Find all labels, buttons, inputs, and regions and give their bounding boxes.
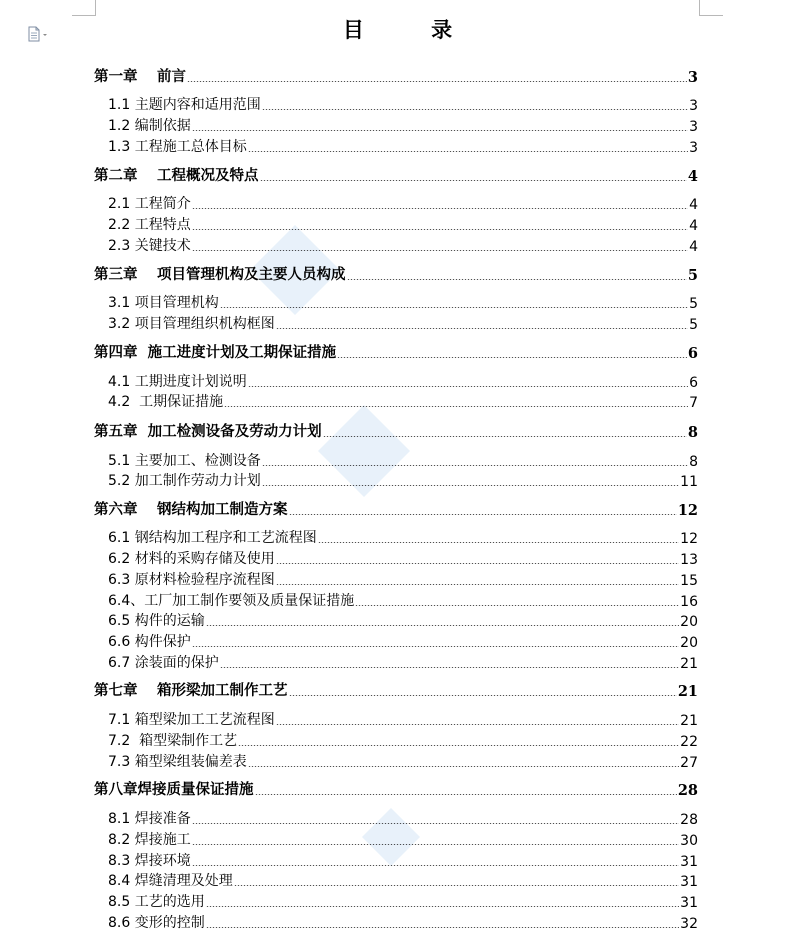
toc-section-entry[interactable]	[108, 850, 698, 870]
toc-section-entry[interactable]	[108, 652, 698, 672]
toc-section-entry[interactable]	[108, 870, 698, 890]
toc-dot-leader	[220, 667, 679, 668]
toc-dot-leader	[192, 646, 679, 647]
toc-page-number: 3	[689, 98, 698, 114]
toc-page-number: 21	[680, 713, 698, 729]
toc-dot-leader	[187, 81, 687, 82]
toc-dot-leader	[234, 885, 679, 886]
toc-section-entry[interactable]	[108, 730, 698, 750]
toc-page-number: 8	[689, 454, 698, 470]
toc-page-number: 4	[687, 168, 698, 185]
toc-section-entry[interactable]	[108, 590, 698, 610]
toc-dot-leader	[248, 151, 688, 152]
toc-page-number: 27	[680, 755, 698, 771]
toc-dot-leader	[289, 514, 677, 515]
toc-dot-leader	[262, 465, 688, 466]
toc-page-number: 3	[689, 140, 698, 156]
toc-dot-leader	[337, 357, 687, 358]
toc-page-number: 22	[680, 734, 698, 750]
toc-dot-leader	[192, 229, 688, 230]
toc-entry-label: 1.2 编制依据	[108, 118, 191, 134]
toc-entry-label: 6.2 材料的采购存储及使用	[108, 551, 275, 567]
toc-dot-leader	[260, 180, 687, 181]
toc-page-number: 21	[680, 656, 698, 672]
toc-chapter-entry[interactable]	[94, 264, 698, 284]
toc-dot-leader	[192, 865, 679, 866]
toc-page-number: 31	[680, 874, 698, 890]
toc-dot-leader	[262, 485, 679, 486]
toc-entry-label: 6.5 构件的运输	[108, 613, 205, 629]
toc-entry-label: 2.1 工程简介	[108, 196, 191, 212]
toc-page-number: 30	[680, 833, 698, 849]
toc-page-number: 12	[677, 502, 698, 519]
toc-entry-label: 4.1 工期进度计划说明	[108, 374, 247, 390]
toc-entry-label: 6.6 构件保护	[108, 634, 191, 650]
toc-page-number: 31	[680, 895, 698, 911]
toc-dot-leader	[248, 386, 688, 387]
toc-page-number: 31	[680, 854, 698, 870]
toc-dot-leader	[192, 130, 688, 131]
toc-entry-label: 第二章 工程概况及特点	[94, 167, 259, 184]
toc-dot-leader	[347, 279, 687, 280]
toc-dot-leader	[248, 766, 679, 767]
toc-page-number: 13	[680, 552, 698, 568]
toc-entry-label: 6.1 钢结构加工程序和工艺流程图	[108, 530, 317, 546]
toc-dot-leader	[192, 250, 688, 251]
toc-dot-leader	[289, 695, 677, 696]
toc-dot-leader	[220, 307, 688, 308]
toc-section-entry[interactable]	[108, 292, 698, 312]
toc-page-number: 5	[689, 317, 698, 333]
toc-section-entry[interactable]	[108, 548, 698, 568]
toc-page-number: 6	[687, 345, 698, 362]
toc-entry-label: 5.2 加工制作劳动力计划	[108, 473, 261, 489]
toc-entry-label: 8.6 变形的控制	[108, 915, 205, 931]
toc-dot-leader	[192, 844, 679, 845]
toc-chapter-entry[interactable]	[94, 421, 698, 441]
toc-entry-label: 7.3 箱型梁组装偏差表	[108, 754, 247, 770]
toc-entry-label: 6.3 原材料检验程序流程图	[108, 572, 275, 588]
toc-entry-label: 7.1 箱型梁加工工艺流程图	[108, 712, 275, 728]
toc-section-entry[interactable]	[108, 235, 698, 255]
toc-entry-label: 2.3 关键技术	[108, 238, 191, 254]
toc-section-entry[interactable]	[108, 631, 698, 651]
toc-dot-leader	[206, 927, 679, 928]
toc-page-number: 4	[689, 197, 698, 213]
toc-entry-label: 第六章 钢结构加工制造方案	[94, 501, 288, 518]
toc-chapter-entry[interactable]	[94, 499, 698, 519]
toc-dot-leader	[206, 625, 679, 626]
toc-page-number: 20	[680, 635, 698, 651]
toc-page-number: 4	[689, 218, 698, 234]
toc-dot-leader	[355, 605, 679, 606]
toc-page-number: 6	[689, 375, 698, 391]
toc-entry-label: 8.2 焊接施工	[108, 832, 191, 848]
toc-section-entry[interactable]	[108, 912, 698, 932]
toc-chapter-entry[interactable]	[94, 779, 698, 799]
toc-section-entry[interactable]	[108, 136, 698, 156]
toc-entry-label: 8.5 工艺的选用	[108, 894, 205, 910]
toc-chapter-entry[interactable]	[94, 66, 698, 86]
toc-section-entry[interactable]	[108, 193, 698, 213]
toc-entry-label: 6.4、工厂加工制作要领及质量保证措施	[108, 593, 355, 609]
toc-section-entry[interactable]	[108, 829, 698, 849]
toc-title: 目 录	[342, 17, 483, 42]
toc-dot-leader	[206, 906, 679, 907]
toc-entry-label: 4.2 工期保证措施	[108, 394, 224, 410]
toc-page-number: 32	[680, 916, 698, 932]
toc-entry-label: 5.1 主要加工、检测设备	[108, 453, 261, 469]
toc-entry-label: 3.1 项目管理机构	[108, 295, 219, 311]
toc-section-entry[interactable]	[108, 391, 698, 411]
toc-section-entry[interactable]	[108, 891, 698, 911]
toc-page-number: 5	[687, 267, 698, 284]
toc-entry-label: 第八章焊接质量保证措施	[94, 781, 254, 798]
toc-page-number: 16	[680, 594, 698, 610]
toc-section-entry[interactable]	[108, 450, 698, 470]
toc-section-entry[interactable]	[108, 214, 698, 234]
toc-dot-leader	[192, 208, 688, 209]
toc-dot-leader	[276, 724, 679, 725]
toc-section-entry[interactable]	[108, 751, 698, 771]
toc-page-number: 4	[689, 239, 698, 255]
toc-chapter-entry[interactable]	[94, 342, 698, 362]
toc-dot-leader	[276, 584, 679, 585]
toc-entry-label: 8.3 焊接环境	[108, 853, 191, 869]
toc-page-number: 8	[687, 424, 698, 441]
toc-page-number: 7	[689, 395, 698, 411]
toc-page-number: 21	[677, 683, 698, 700]
toc-chapter-entry[interactable]	[94, 680, 698, 700]
toc-page-number: 11	[680, 474, 698, 490]
toc-entry-label: 第七章 箱形梁加工制作工艺	[94, 682, 288, 699]
toc-section-entry[interactable]	[108, 313, 698, 333]
toc-entry-label: 8.1 焊接准备	[108, 811, 191, 827]
toc-entry-label: 第四章 施工进度计划及工期保证措施	[94, 344, 337, 361]
toc-dot-leader	[255, 794, 677, 795]
toc-dot-leader	[224, 406, 688, 407]
toc-entry-label: 第三章 项目管理机构及主要人员构成	[94, 266, 346, 283]
toc-entry-label: 7.2 箱型梁制作工艺	[108, 733, 238, 749]
toc-page-number: 3	[687, 69, 698, 86]
toc-section-entry[interactable]	[108, 569, 698, 589]
crop-mark-top-left	[72, 0, 96, 16]
toc-dot-leader	[323, 436, 687, 437]
toc-section-entry[interactable]	[108, 527, 698, 547]
toc-dot-leader	[318, 542, 679, 543]
toc-entry-label: 第一章 前言	[94, 68, 187, 85]
toc-page-number: 20	[680, 614, 698, 630]
toc-entry-label: 1.1 主题内容和适用范围	[108, 97, 261, 113]
toc-page-number: 5	[689, 296, 698, 312]
toc-dot-leader	[192, 823, 679, 824]
crop-mark-top-right	[699, 0, 723, 16]
toc-section-entry[interactable]	[108, 709, 698, 729]
toc-section-entry[interactable]	[108, 115, 698, 135]
toc-section-entry[interactable]	[108, 808, 698, 828]
toc-page-number: 15	[680, 573, 698, 589]
toc-page-number: 28	[677, 782, 698, 799]
toc-dot-leader	[262, 109, 688, 110]
toc-page-number: 28	[680, 812, 698, 828]
toc-dot-leader	[276, 328, 688, 329]
toc-dot-leader	[238, 745, 679, 746]
toc-page-number: 3	[689, 119, 698, 135]
toc-section-entry[interactable]	[108, 371, 698, 391]
toc-entry-label: 8.4 焊缝清理及处理	[108, 873, 233, 889]
toc-entry-label: 6.7 涂装面的保护	[108, 655, 219, 671]
toc-entry-label: 1.3 工程施工总体目标	[108, 139, 247, 155]
toc-entry-label: 3.2 项目管理组织机构框图	[108, 316, 275, 332]
toc-dot-leader	[276, 563, 679, 564]
toc-entry-label: 第五章 加工检测设备及劳动力计划	[94, 423, 322, 440]
toc-section-entry[interactable]	[108, 610, 698, 630]
toc-page-number: 12	[680, 531, 698, 547]
toc-section-entry[interactable]	[108, 470, 698, 490]
toc-chapter-entry[interactable]	[94, 165, 698, 185]
toc-section-entry[interactable]	[108, 94, 698, 114]
toc-entry-label: 2.2 工程特点	[108, 217, 191, 233]
